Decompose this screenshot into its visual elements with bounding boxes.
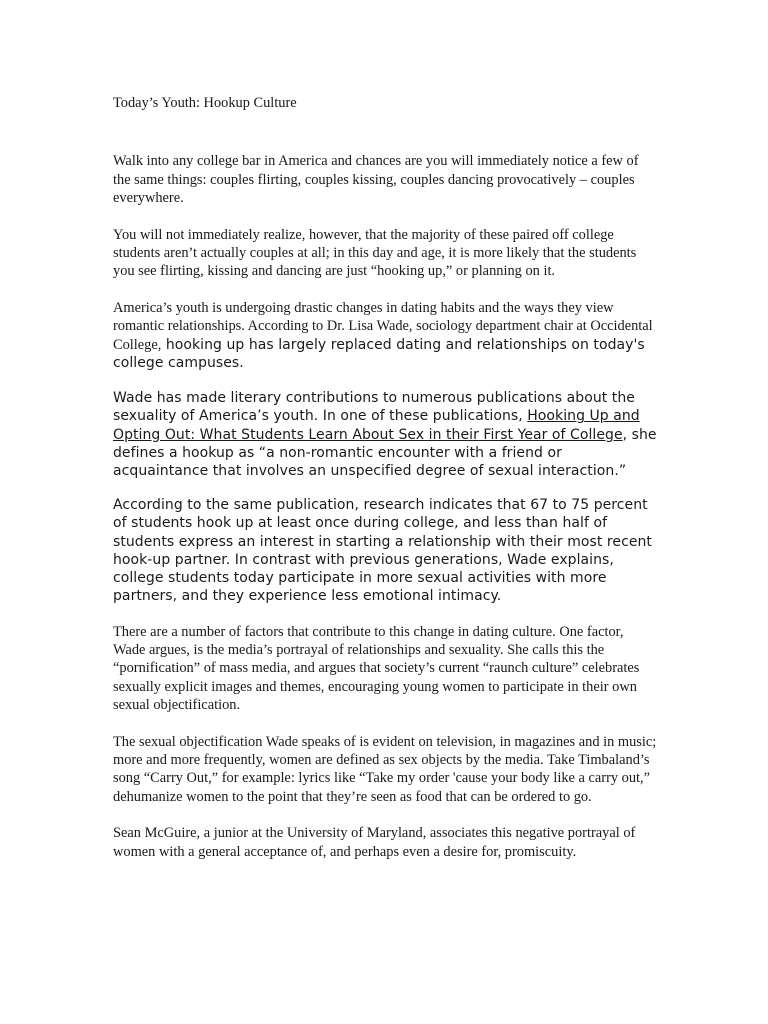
document-page [113, 94, 658, 861]
paragraph-couples: You will not immediately realize, however, that the majority of these paired off college students aren’t actually couples at all; in this day and age, it is more likely that the students you see flirting, kissing and dancing are just “hooking up,” or planning on it. [113, 226, 637, 280]
publications-text-before: Wade has made literary contributions to numerous publications about the sexuality of America’s youth. In one of these publications, [113, 390, 635, 425]
publication-title: Hooking Up and Opting Out: What Students Learn About Sex in their First Year of College [113, 408, 640, 443]
paragraph-dating-changes [113, 299, 658, 372]
paragraph-intro: Walk into any college bar in America and chances are you will immediately notice a few of the same things: couples flirting, couples kissing, couples dancing provocatively – couples everywhere. [113, 153, 639, 207]
publications-text-after: , she defines a hookup as “a non-romantic encounter with a friend or acquaintance that involves an unspecified degree of sexual interaction.” [113, 426, 657, 480]
paragraph-objectification: The sexual objectification Wade speaks of is evident on television, in magazines and in music; more and more frequently, women are defined as sex objects by the media. Take Timbaland’s song “Carry Out,” for example: lyrics like “Take my order 'cause your body like a carry out,” dehumanize women to the point that they’re seen as food that can be ordered to go. [113, 733, 657, 805]
paragraph-dating-changes-serif-part: America’s youth is undergoing drastic changes in dating habits and the ways they view romantic relationships. According to Dr. Lisa Wade, sociology department chair at Occidental College, [113, 299, 653, 353]
document-title: Today’s Youth: Hookup Culture [113, 95, 297, 111]
paragraph-publications [113, 389, 658, 480]
paragraph-research: According to the same publication, research indicates that 67 to 75 percent of students hook up at least once during college, and less than half of students express an interest in starting a relationship with their most recent hook-up partner. In contrast with previous generations, Wade explains, college students today participate in more sexual activities with more partners, and they experience less emotional intimacy. [113, 497, 652, 605]
paragraph-dating-changes-sans-part: hooking up has largely replaced dating and relationships on today's college campuses. [113, 336, 645, 372]
paragraph-factors: There are a number of factors that contribute to this change in dating culture. One factor, Wade argues, is the media’s portrayal of relationships and sexuality. She calls this the “pornification” of mass media, and argues that society’s current “raunch culture” celebrates sexually explicit images and themes, encouraging young women to participate in their own sexual objectification. [113, 623, 640, 714]
paragraph-mcguire: Sean McGuire, a junior at the University of Maryland, associates this negative portrayal of women with a general acceptance of, and perhaps even a desire for, promiscuity. [113, 825, 636, 860]
